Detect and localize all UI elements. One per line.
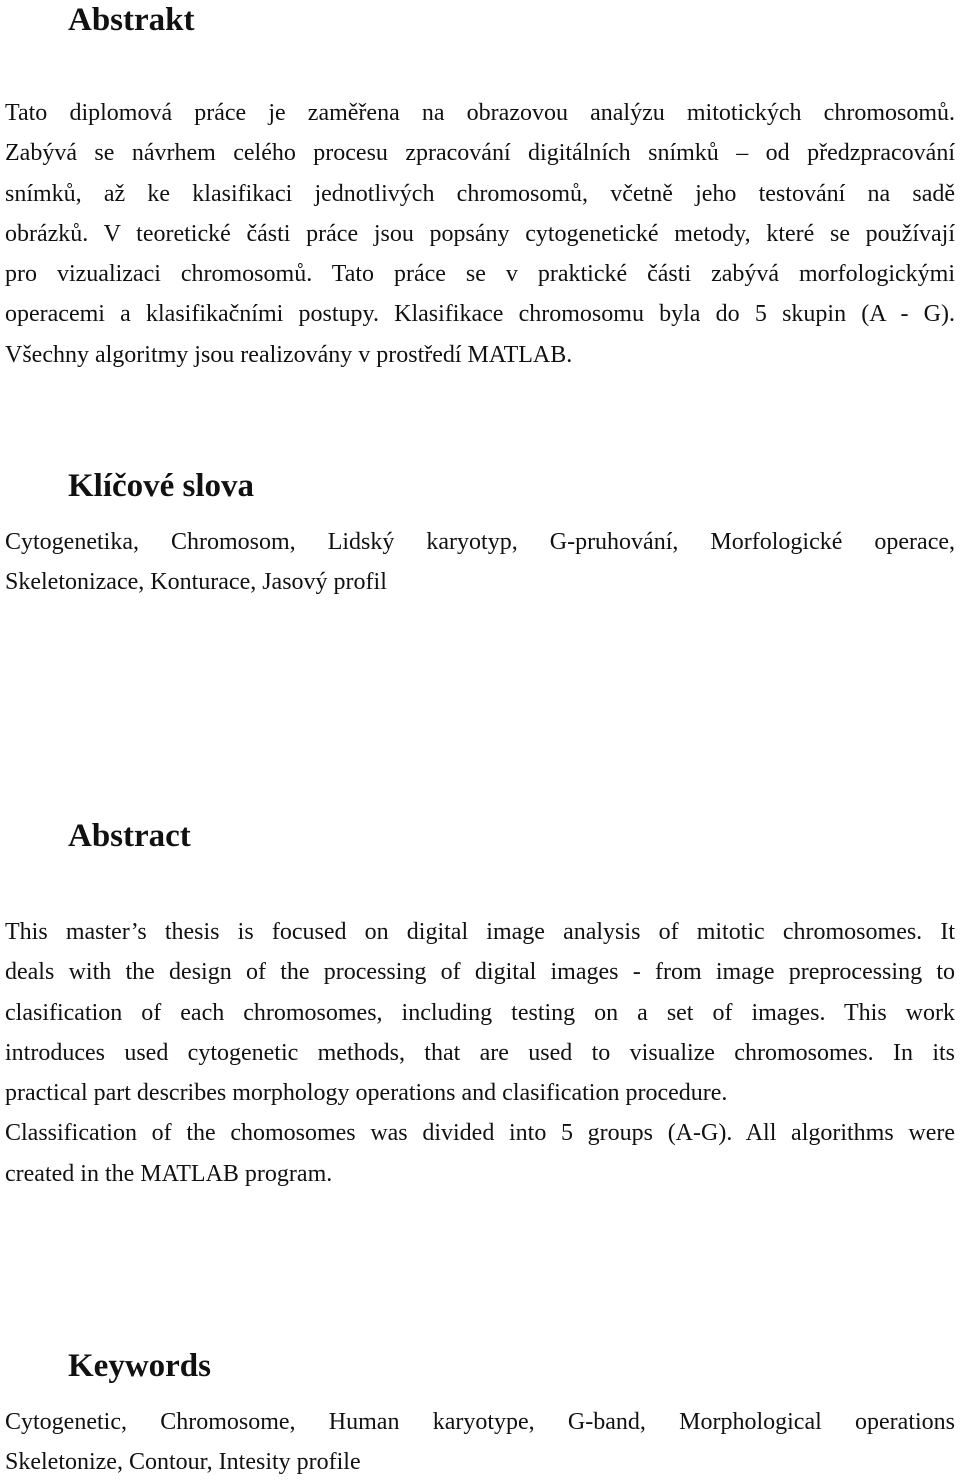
heading-abstract: Abstract: [68, 818, 191, 854]
keywords-line: Cytogenetic, Chromosome, Human karyotype, G-band, Morphological operations: [5, 1409, 955, 1435]
abstrakt-line: snímků, až ke klasifikaci jednotlivých chromosomů, včetně jeho testování na sadě: [5, 180, 955, 207]
paragraph-abstract: [5, 912, 955, 1194]
paragraph-keywords: [5, 1402, 955, 1483]
heading-abstrakt: Abstrakt: [68, 2, 195, 38]
abstract-line: introduces used cytogenetic methods, that are used to visualize chromosomes. In its: [5, 1039, 955, 1066]
abstract-line: practical part describes morphology operations and clasification procedure.: [5, 1080, 728, 1107]
heading-klicove-slova: Klíčové slova: [68, 468, 255, 504]
klicove-slova-line: Cytogenetika, Chromosom, Lidský karyotyp, G-pruhování, Morfologické operace,: [5, 529, 955, 555]
abstract-line: deals with the design of the processing of digital images - from image preprocessing to: [5, 959, 955, 986]
keywords-line: Skeletonize, Contour, Intesity profile: [5, 1449, 361, 1476]
abstrakt-line: operacemi a klasifikačními postupy. Klasifikace chromosomu byla do 5 skupin (A - G).: [5, 301, 955, 328]
paragraph-klicove-slova: [5, 522, 955, 603]
heading-keywords: Keywords: [68, 1348, 211, 1384]
abstrakt-line: Zabývá se návrhem celého procesu zpracování digitálních snímků – od předzpracování: [5, 140, 955, 167]
abstrakt-line: obrázků. V teoretické části práce jsou popsány cytogenetické metody, které se používají: [5, 220, 955, 247]
abstrakt-line: Všechny algoritmy jsou realizovány v prostředí MATLAB.: [5, 341, 573, 368]
abstrakt-line: pro vizualizaci chromosomů. Tato práce se v praktické části zabývá morfologickými: [5, 261, 955, 288]
abstract-line: This master’s thesis is focused on digital image analysis of mitotic chromosomes. It: [5, 919, 955, 945]
paragraph-abstrakt: [5, 93, 955, 375]
abstrakt-line: Tato diplomová práce je zaměřena na obrazovou analýzu mitotických chromosomů.: [5, 100, 955, 126]
abstract-line: clasification of each chromosomes, including testing on a set of images. This work: [5, 999, 955, 1026]
klicove-slova-line: Skeletonizace, Konturace, Jasový profil: [5, 569, 387, 596]
abstract-line: Classification of the chomosomes was divided into 5 groups (A-G). All algorithms were: [5, 1120, 955, 1147]
abstract-line: created in the MATLAB program.: [5, 1160, 333, 1187]
